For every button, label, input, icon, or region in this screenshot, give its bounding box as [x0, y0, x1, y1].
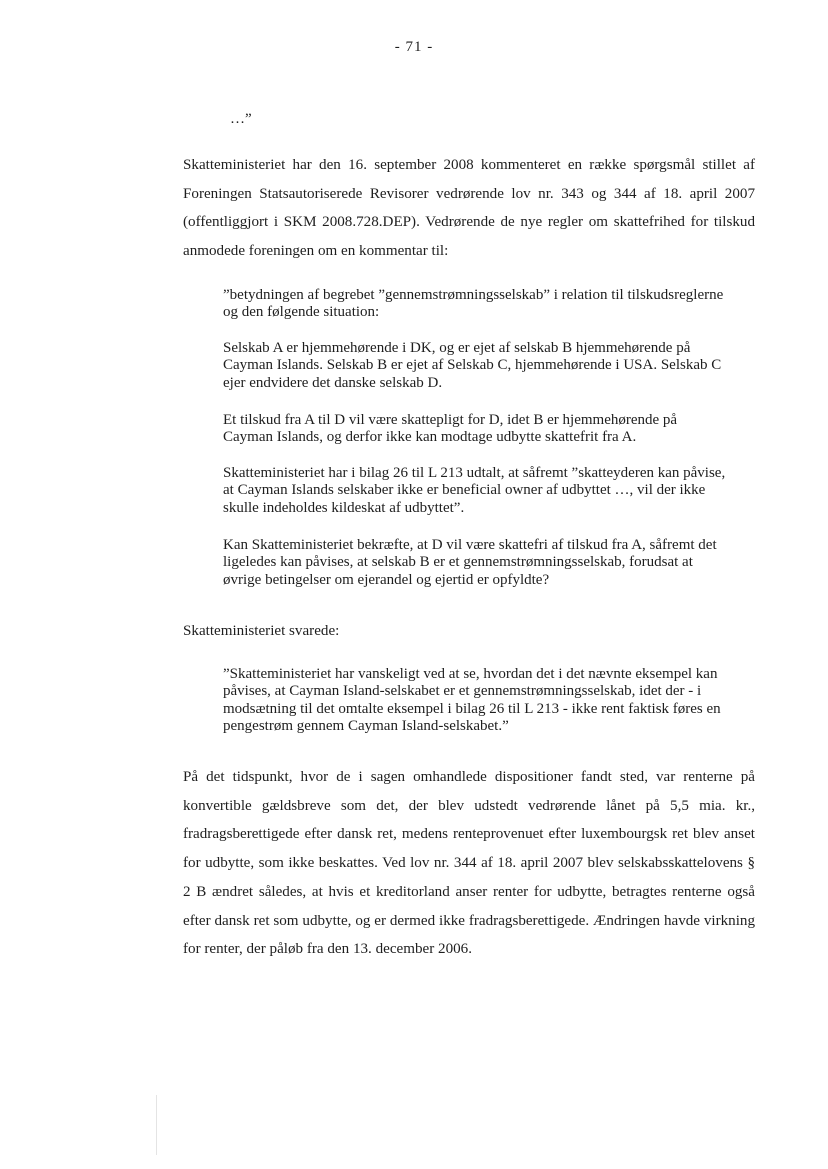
answer-intro: Skatteministeriet svarede: [183, 623, 340, 639]
question-quote-line-1: ”betydningen af begrebet ”gennemstrømningsselskab” i relation til tilskudsreglerne og den følgende situation: [223, 287, 724, 321]
question-quote-paragraph-2: Selskab A er hjemmehørende i DK, og er ejet af selskab B hjemmehørende på Cayman Islands. Selskab B er ejet af Selskab C, hjemmehørende i USA. Selskab C ejer endvidere det danske selskab D. [223, 340, 722, 391]
question-quote-paragraph-3: Et tilskud fra A til D vil være skattepligt for D, idet B er hjemmehørende på Cayman Islands, og derfor ikke kan modtage udbytte skattefrit fra A. [223, 412, 678, 446]
closing-paragraph: På det tidspunkt, hvor de i sagen omhandlede dispositioner fandt sted, var renterne på konvertible gældsbreve som det, der blev udstedt vedrørende lånet på 5,5 mia. kr., fradragsberettigede efter dansk ret, medens renteprovenuet efter luxembourgsk ret blev anset for udbytte, som ikke beskattes. Ved lov nr. 344 af 18. april 2007 blev selskabsskattelovens § 2 B ændret således, at hvis et kreditorland anser renter for udbytte, betragtes renterne også efter dansk ret som udbytte, og er dermed ikke fradragsberettigede. Ændringen havde virkning for renter, der påløb fra den 13. december 2006. [183, 769, 755, 958]
quote-end-marker: …” [230, 111, 252, 127]
answer-quote: ”Skatteministeriet har vanskeligt ved at se, hvordan det i det nævnte eksempel kan påvises, at Cayman Island-selskabet er et gennemstrømningsselskab, idet der - i modsætning til det omtalte eksempel i bilag 26 til L 213 - ikke rent faktisk føres en pengestrøm gennem Cayman Island-selskabet.” [223, 666, 721, 734]
intro-paragraph: Skatteministeriet har den 16. september 2008 kommenteret en række spørgsmål stillet af Foreningen Statsautoriserede Revisorer vedrørende lov nr. 343 og 344 af 18. april 2007 (offentliggjort i SKM 2008.728.DEP). Vedrørende de nye regler om skattefrihed for tilskud anmodede foreningen om en kommentar til: [183, 157, 755, 260]
scan-edge-mark [156, 1095, 157, 1155]
question-quote-paragraph-4: Skatteministeriet har i bilag 26 til L 213 udtalt, at såfremt ”skatteyderen kan påvise, at Cayman Islands selskaber ikke er beneficial owner af udbyttet …, vil der ikke skulle indeholdes kildeskat af udbyttet”. [223, 465, 726, 516]
page-number: - 71 - [394, 39, 434, 55]
question-quote-paragraph-5: Kan Skatteministeriet bekræfte, at D vil være skattefri af tilskud fra A, såfremt det ligeledes kan påvises, at selskab B er et gennemstrømningsselskab, forudsat at øvrige betingelser om ejerandel og ejertid er opfyldte? [223, 537, 717, 588]
